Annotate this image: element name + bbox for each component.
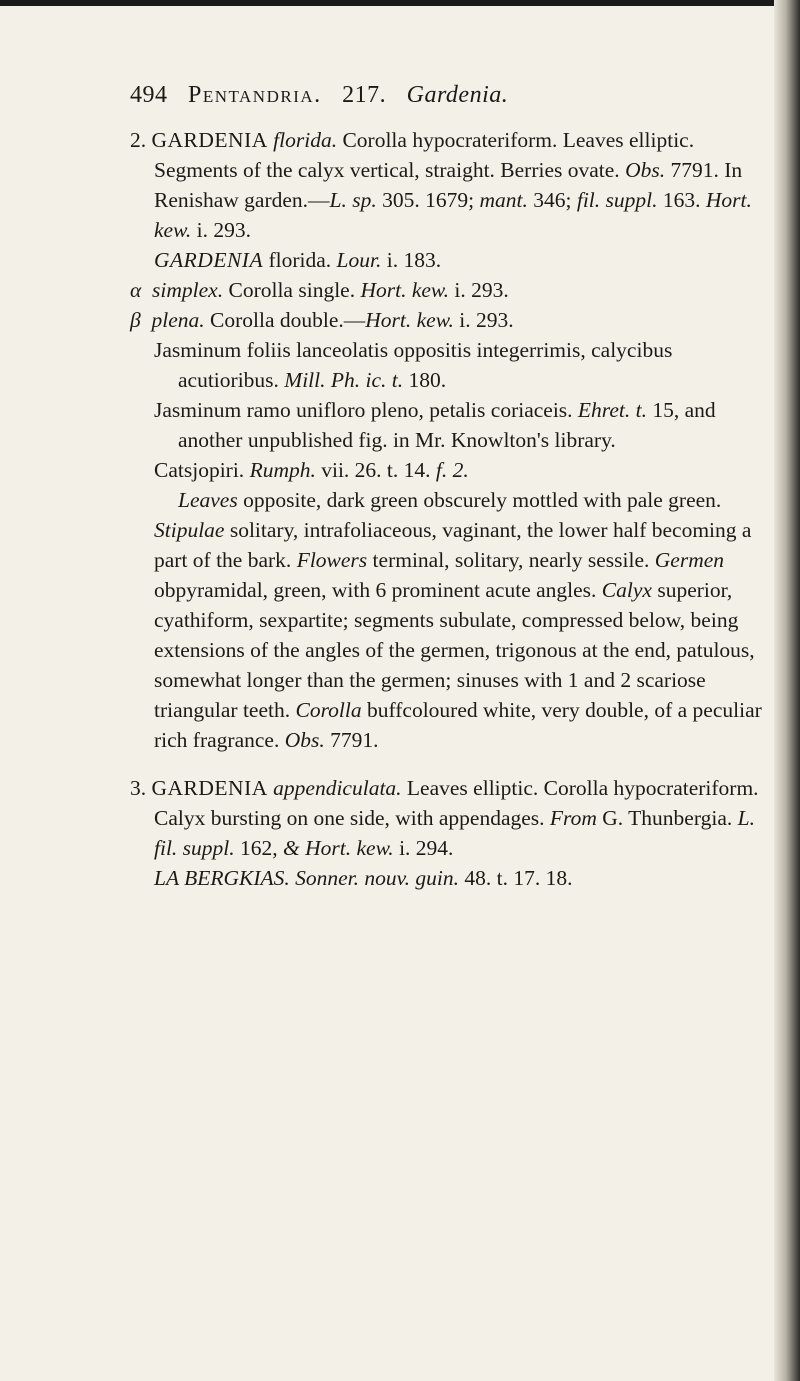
reference-text: 346;	[533, 188, 572, 212]
synonym-ref-label: Rumph.	[249, 458, 316, 482]
variety-ref: i. 293.	[454, 278, 509, 302]
synonym-line	[130, 245, 770, 275]
description-text: solitary, intrafoliaceous, vaginant, the lower half becoming a part of the bark.	[154, 518, 752, 572]
variety-name: plena.	[151, 308, 205, 332]
running-header	[130, 82, 770, 109]
synonym-ref-label: Ehret. t.	[577, 398, 647, 422]
reference-text: i. 293.	[196, 218, 251, 242]
synonym-ref-label: Mill. Ph. ic. t.	[284, 368, 404, 392]
variety-description: Corolla double.—	[210, 308, 366, 332]
jasminum-synonym-1	[154, 335, 770, 395]
species-description: Corolla hypocrateriform. Leaves elliptic. Segments of the calyx vertical, straight. Berries ovate.	[154, 128, 695, 182]
synonym-ref: i. 183.	[386, 248, 442, 272]
variety-ref: i. 293.	[459, 308, 514, 332]
synonym-name: LA BERGKIAS.	[154, 866, 290, 890]
description-text: buffcoloured white, very double, of a peculiar rich fragrance.	[154, 698, 762, 752]
variety-marker: α	[130, 278, 142, 302]
entry-spacer	[130, 755, 770, 773]
description-text: superior, cyathiform, sexpartite; segments subulate, compressed below, being extensions of the angles of the germen, trigonous at the end, patulous, somewhat longer than the germen; sinuses with 1 and 2 scariose triangular teeth.	[154, 578, 755, 722]
variety-plena	[130, 305, 770, 335]
reference-hort-kew: Hort. kew.	[154, 188, 752, 242]
species-epithet: appendiculata.	[273, 776, 402, 800]
synonym-ref: 48. t. 17. 18.	[464, 866, 573, 890]
reference-text: 162,	[240, 836, 278, 860]
description-term: Corolla	[295, 698, 362, 722]
reference-text: 7791. In Renishaw garden.—	[154, 158, 743, 212]
reference-text: 7791.	[330, 728, 379, 752]
synonym-ref: vii. 26. t. 14.	[321, 458, 431, 482]
description-text: obpyramidal, green, with 6 prominent acute angles.	[154, 578, 597, 602]
variety-ref-label: Hort. kew.	[360, 278, 450, 302]
description-text: terminal, solitary, nearly sessile.	[372, 548, 650, 572]
synonym-text: Jasminum ramo unifloro pleno, petalis coriaceis.	[154, 398, 573, 422]
synonym-ref-label: Sonner. nouv. guin.	[295, 866, 459, 890]
variety-name: simplex.	[152, 278, 224, 302]
reference-text: 305. 1679;	[382, 188, 475, 212]
description-text: opposite, dark green obscurely mottled with pale green.	[243, 488, 722, 512]
entry-gardenia-appendiculata	[130, 773, 770, 863]
handwritten-genus-title: Gardenia.	[406, 82, 509, 108]
variety-marker: β	[130, 308, 141, 332]
reference-supplement: L. fil. suppl.	[154, 806, 755, 860]
variety-ref-label: Hort. kew.	[365, 308, 454, 332]
entry-number: 2.	[130, 128, 147, 152]
reference-linnaeus: L. sp.	[329, 188, 377, 212]
species-description: Leaves elliptic. Corolla hypocrateriform. Calyx bursting on one side, with appendages.	[154, 776, 759, 830]
genus-name: GARDENIA	[151, 776, 268, 800]
description-term: Stipulae	[154, 518, 225, 542]
synonym-ref: 15, and another unpublished fig. in Mr. Knowlton's library.	[178, 398, 716, 452]
book-spine-shadow	[774, 0, 800, 1381]
description-term: Flowers	[296, 548, 368, 572]
reference-text: i. 294.	[399, 836, 454, 860]
bergkias-synonym	[154, 863, 770, 893]
reference-supplement: fil. suppl.	[576, 188, 658, 212]
page-number: 494	[130, 82, 168, 108]
origin-label: From	[549, 806, 597, 830]
synonym-genus: GARDENIA	[154, 248, 264, 272]
synonym-epithet: florida.	[268, 248, 332, 272]
variety-simplex	[130, 275, 770, 305]
synonym-ref-figure: f. 2.	[435, 458, 469, 482]
reference-text: 163.	[662, 188, 701, 212]
reference-hort-kew: & Hort. kew.	[283, 836, 394, 860]
description-term: Leaves	[178, 488, 238, 512]
synonym-text: Jasminum foliis lanceolatis oppositis integerrimis, calycibus acutioribus.	[154, 338, 673, 392]
synonym-name: Catsjopiri.	[154, 458, 245, 482]
entry-gardenia-florida	[130, 125, 770, 245]
jasminum-synonym-2	[154, 395, 770, 455]
description-term: Calyx	[601, 578, 652, 602]
book-page	[130, 82, 770, 893]
synonym-ref: 180.	[408, 368, 447, 392]
botanical-description	[130, 485, 770, 755]
synonym-ref-label: Lour.	[336, 248, 382, 272]
variety-description: Corolla single.	[228, 278, 356, 302]
entry-number: 3.	[130, 776, 147, 800]
genus-number: 217.	[342, 82, 387, 108]
reference-obs: Obs.	[284, 728, 325, 752]
description-term: Germen	[654, 548, 725, 572]
section-title: Pentandria.	[188, 82, 322, 108]
genus-name: GARDENIA	[151, 128, 268, 152]
page-top-edge	[0, 0, 800, 6]
origin-text: G. Thunbergia.	[602, 806, 733, 830]
reference-obs: Obs.	[625, 158, 666, 182]
reference-mantissa: mant.	[479, 188, 528, 212]
catsjopiri-synonym	[130, 455, 770, 485]
species-epithet: florida.	[273, 128, 338, 152]
